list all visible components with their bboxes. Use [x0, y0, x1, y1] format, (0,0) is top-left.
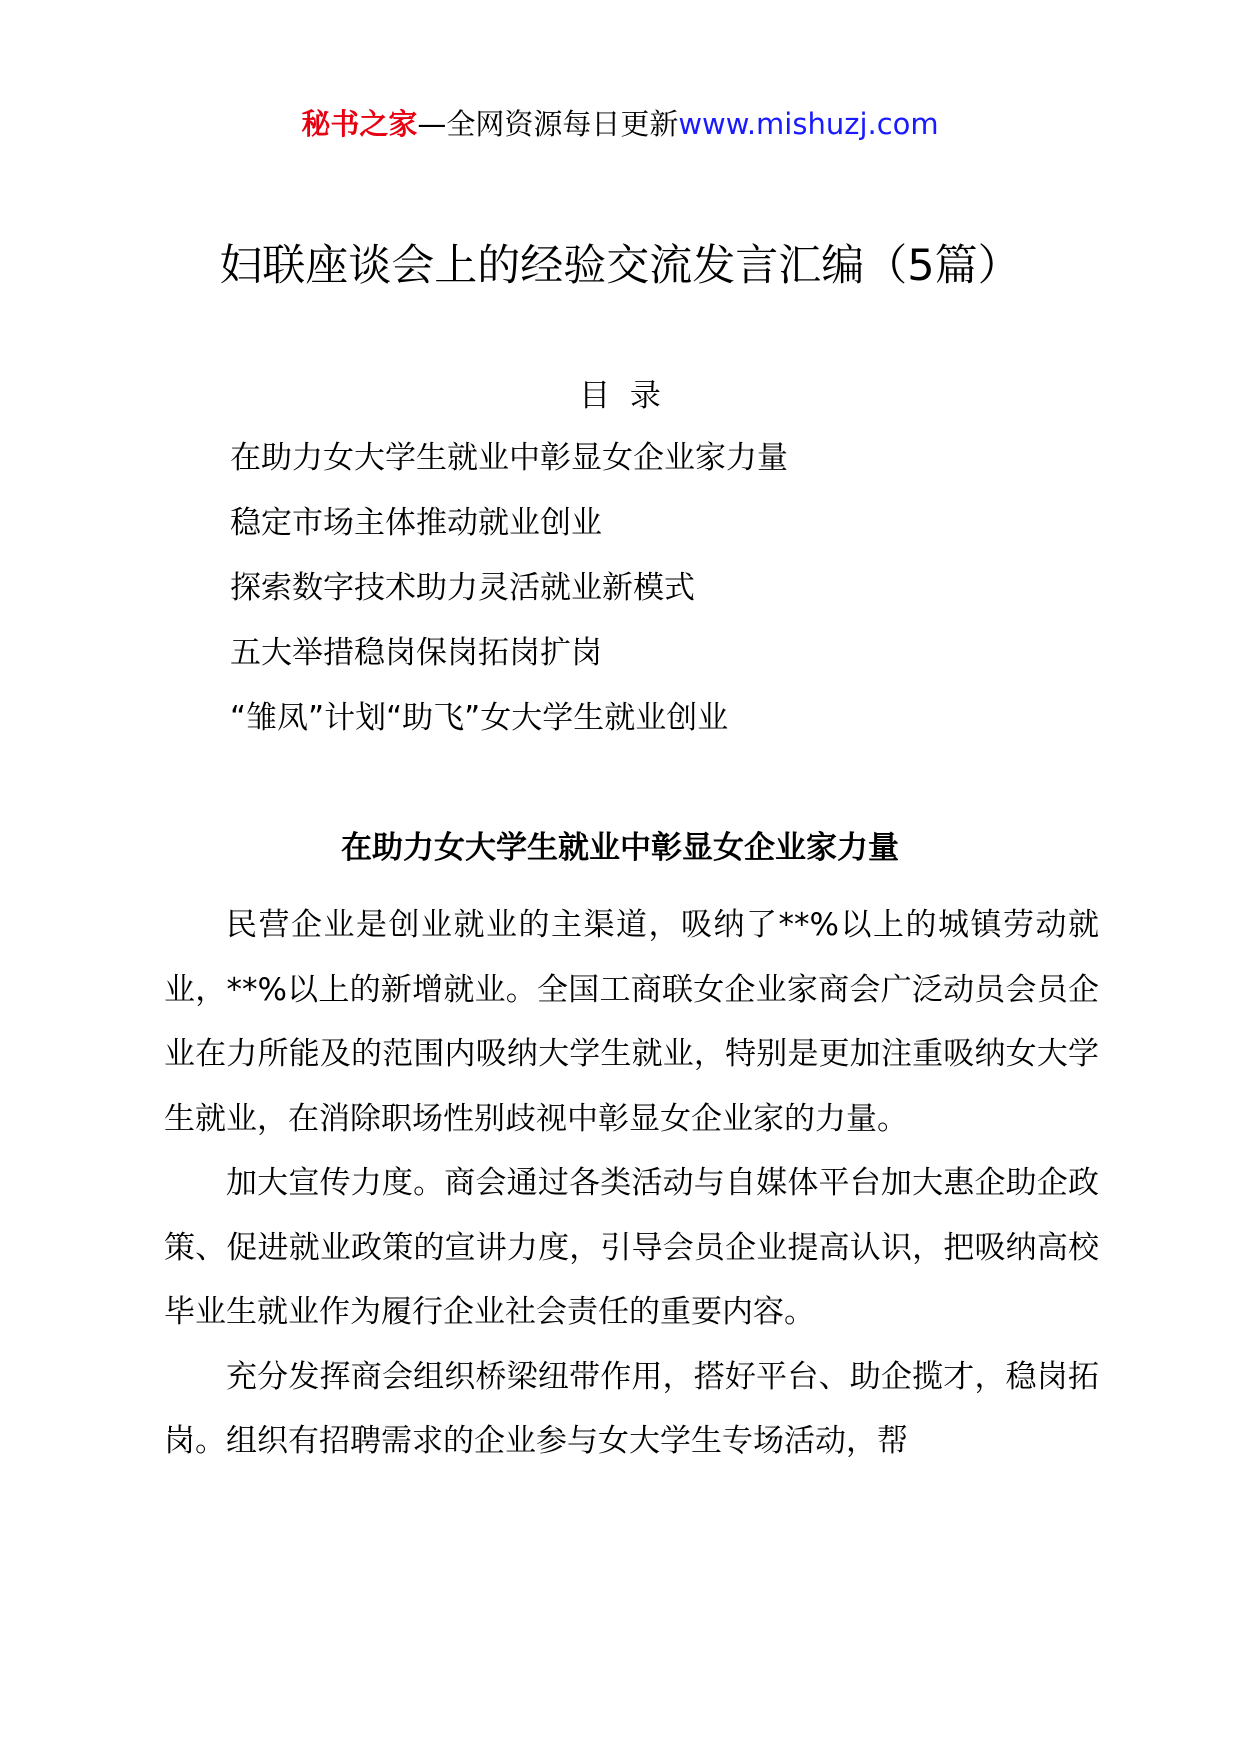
toc-heading: 目 录 [579, 378, 661, 414]
toc-item: 五大举措稳岗保岗拓岗扩岗 [230, 635, 602, 671]
table-of-contents [230, 437, 788, 762]
toc-item: 探索数字技术助力灵活就业新模式 [230, 570, 695, 606]
site-brand: 秘书之家 [301, 107, 418, 141]
section-body [164, 893, 1099, 1474]
body-paragraph: 民营企业是创业就业的主渠道，吸纳了**%以上的城镇劳动就业，**%以上的新增就业。全国工商联女企业家商会广泛动员会员企业在力所能及的范围内吸纳大学生就业，特别是更加注重吸纳女大学生就业，在消除职场性别歧视中彰显女企业家的力量。 [164, 907, 1099, 1137]
section-title: 在助力女大学生就业中彰显女企业家力量 [341, 830, 899, 866]
site-slogan: —全网资源每日更新 [417, 107, 679, 141]
toc-item: “雏凤”计划“助飞”女大学生就业创业 [230, 700, 729, 736]
site-header [0, 104, 1240, 144]
toc-item: 稳定市场主体推动就业创业 [230, 505, 602, 541]
site-url-link[interactable]: www.mishuzj.com [678, 107, 939, 141]
body-paragraph: 充分发挥商会组织桥梁纽带作用，搭好平台、助企揽才，稳岗拓岗。组织有招聘需求的企业参与女大学生专场活动，帮 [164, 1358, 1099, 1459]
toc-item: 在助力女大学生就业中彰显女企业家力量 [230, 440, 788, 476]
body-paragraph: 加大宣传力度。商会通过各类活动与自媒体平台加大惠企助企政策、促进就业政策的宣讲力度，引导会员企业提高认识，把吸纳高校毕业生就业作为履行企业社会责任的重要内容。 [164, 1165, 1099, 1330]
document-title: 妇联座谈会上的经验交流发言汇编（5篇） [219, 241, 1021, 291]
